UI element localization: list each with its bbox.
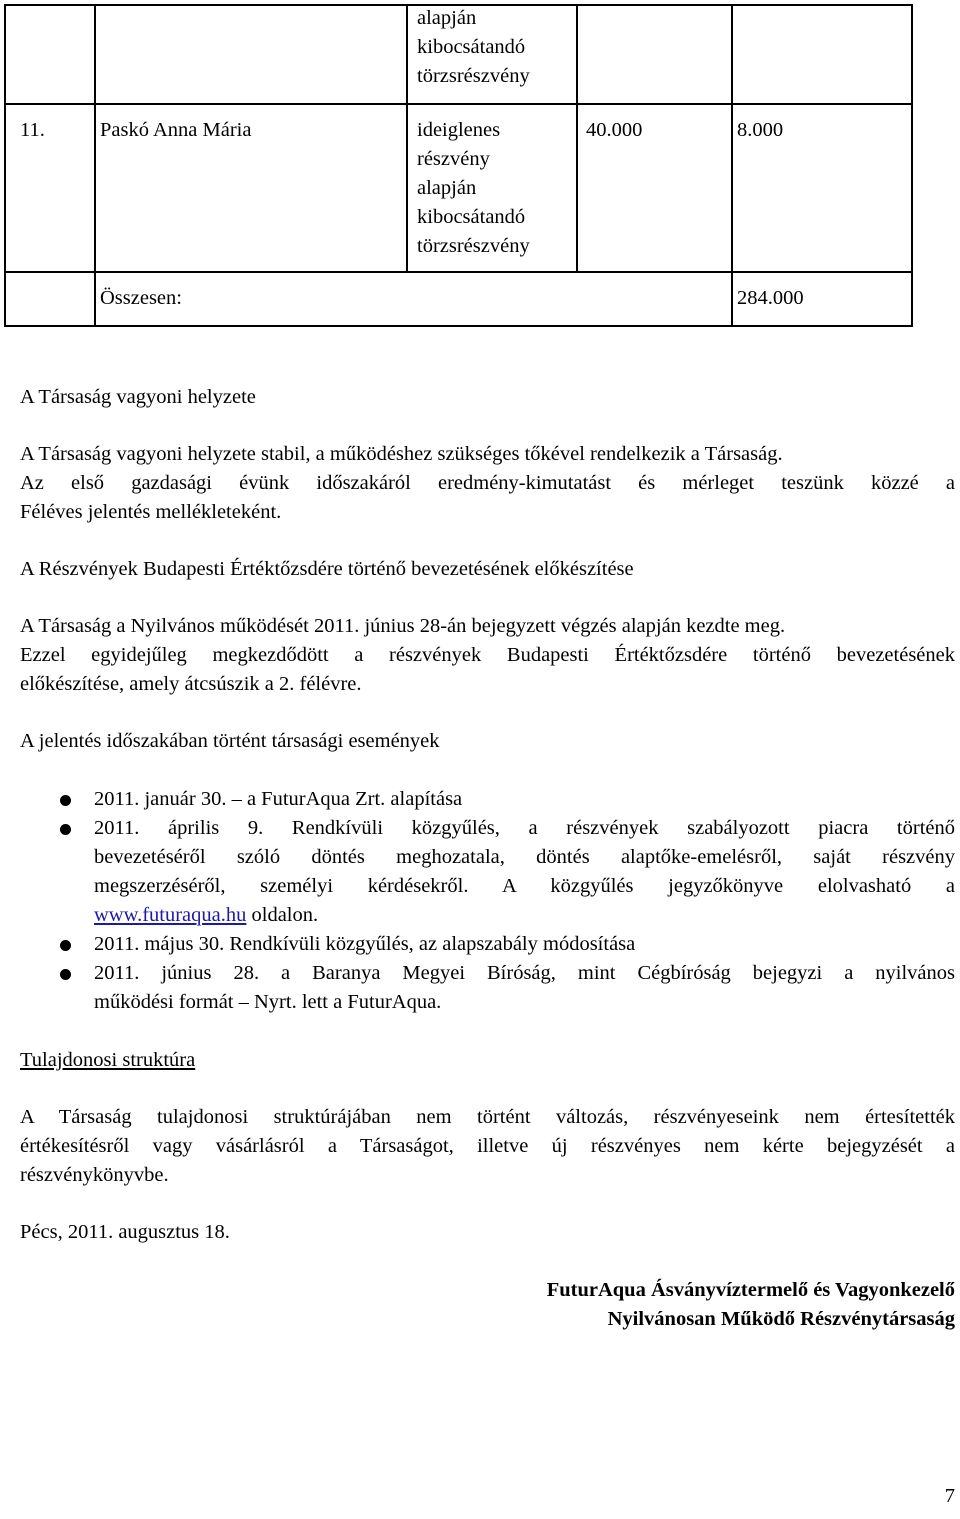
- signature-line: Nyilvánosan Működő Részvénytársaság: [607, 1308, 955, 1330]
- bullet-icon: [60, 795, 71, 806]
- section-heading-listing: A Részvények Budapesti Értéktőzsdére történő bevezetésének előkészítése: [20, 558, 634, 580]
- event-item: 2011. május 30. Rendkívüli közgyűlés, az alapszabály módosítása: [94, 933, 636, 955]
- page-number: 7: [944, 1485, 955, 1507]
- text-line: A Társaság vagyoni helyzete stabil, a működéshez szükséges tőkével rendelkezik a Társaság.: [20, 443, 783, 465]
- text-line: előkészítése, amely átcsúszik a 2. félévre.: [20, 673, 362, 695]
- table-cell-amount: 40.000: [586, 119, 643, 141]
- text-line: A Társaság a Nyilvános működését 2011. június 28-án bejegyzett végzés alapján kezdte meg.: [20, 615, 786, 637]
- table-line: [576, 4, 578, 273]
- text-line: Az első gazdasági évünk időszakáról eredmény-kimutatást és mérleget teszünk közzé a: [20, 472, 955, 494]
- table-line: [4, 271, 913, 273]
- text-line: működési formát – Nyrt. lett a FuturAqua.: [94, 991, 442, 1013]
- text-line: Féléves jelentés mellékleteként.: [20, 501, 282, 523]
- table-line: [4, 103, 913, 105]
- cell-line: ideiglenes: [417, 119, 501, 141]
- bullet-icon: [60, 940, 71, 951]
- cell-line: alapján: [417, 7, 477, 29]
- text-line: megszerzéséről, személyi kérdésekről. A közgyűlés jegyzőkönyve elolvasható a: [94, 875, 955, 897]
- table-total-value: 284.000: [737, 287, 804, 309]
- bullet-icon: [60, 824, 71, 835]
- text-line: részvénykönyvbe.: [20, 1164, 169, 1186]
- text-line: Ezzel egyidejűleg megkezdődött a részvények Budapesti Értéktőzsdére történő bevezetésének: [20, 644, 955, 666]
- table-line: [911, 4, 913, 327]
- table-line: [4, 4, 6, 327]
- paragraph-ownership: [20, 1103, 955, 1190]
- text-line: A Társaság tulajdonosi struktúrájában nem történt változás, részvényeseink nem értesítették: [20, 1106, 955, 1128]
- table-line: [94, 4, 96, 327]
- cell-line: törzsrészvény: [417, 65, 530, 87]
- paragraph-listing: [20, 612, 955, 699]
- event-item: [94, 814, 955, 930]
- table-cell-count: 8.000: [737, 119, 784, 141]
- section-heading-events: A jelentés időszakában történt társasági események: [20, 730, 440, 752]
- paragraph-assets: [20, 440, 955, 527]
- cell-line: részvény: [417, 148, 490, 170]
- table-cell-share-type: [417, 4, 572, 91]
- event-item: 2011. január 30. – a FuturAqua Zrt. alapítása: [94, 788, 463, 810]
- cell-line: törzsrészvény: [417, 235, 530, 257]
- table-total-label: Összesen:: [100, 287, 182, 309]
- place-date: Pécs, 2011. augusztus 18.: [20, 1221, 230, 1243]
- link-tail: oldalon.: [246, 904, 319, 926]
- cell-line: kibocsátandó: [417, 206, 526, 228]
- signature-company: [547, 1276, 955, 1334]
- table-cell-number: 11.: [20, 119, 45, 141]
- table-line: [4, 325, 913, 327]
- cell-line: alapján: [417, 177, 477, 199]
- table-cell-name: Paskó Anna Mária: [100, 119, 252, 141]
- table-line: [731, 4, 733, 327]
- section-heading-ownership: Tulajdonosi struktúra: [20, 1049, 196, 1071]
- event-item: [94, 959, 955, 1017]
- text-line: [94, 901, 955, 930]
- table-cell-share-type: [417, 116, 572, 261]
- signature-line: FuturAqua Ásványvíztermelő és Vagyonkezelő: [546, 1279, 955, 1301]
- bullet-icon: [60, 969, 71, 980]
- section-heading-assets: A Társaság vagyoni helyzete: [20, 386, 256, 408]
- website-link[interactable]: www.futuraqua.hu: [94, 904, 247, 926]
- text-line: 2011. június 28. a Baranya Megyei Bíróság, mint Cégbíróság bejegyzi a nyilvános: [94, 962, 955, 984]
- cell-line: kibocsátandó: [417, 36, 526, 58]
- text-line: értékesítésről vagy vásárlásról a Társaságot, illetve új részvényes nem kérte bejegyzését a: [20, 1135, 955, 1157]
- table-line: [406, 4, 408, 273]
- text-line: bevezetéséről szóló döntés meghozatala, döntés alaptőke-emelésről, saját részvény: [94, 846, 955, 868]
- text-line: 2011. április 9. Rendkívüli közgyűlés, a részvények szabályozott piacra történő: [94, 817, 955, 839]
